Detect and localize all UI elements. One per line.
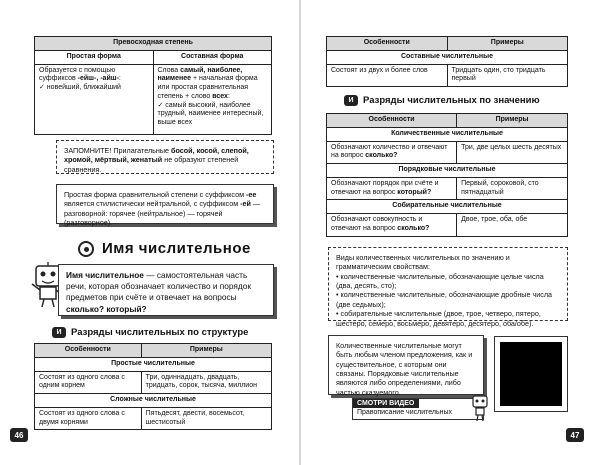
table-cell: Тридцать один, сто тридцать первый bbox=[447, 64, 568, 87]
table-cell: Состоят из одного слова с двумя корнями bbox=[35, 407, 142, 430]
page-spread-divider bbox=[299, 0, 301, 465]
remember-note: ЗАПОМНИТЕ! Прилагательные босой, косой, слепой, хромой, мёртвый, женатый не образуют степеней сравнения. bbox=[56, 140, 274, 174]
note-line: • количественные числительные, обозначающие целые числа (два, десять, сто); bbox=[336, 271, 544, 291]
table-cell: Пятьдесят, двести, восемьсот, шестисотый bbox=[141, 407, 271, 430]
numeral-definition-box: Имя числительное — самостоятельная часть речи, которая обозначает количество и порядок предметов при счёте и отвечает на вопросы сколько? который? bbox=[58, 264, 274, 316]
table-cell: Обозначают совокупность и отвечают на вопрос сколько? bbox=[327, 214, 457, 237]
col-features: Особенности bbox=[327, 37, 448, 51]
group-complex-numerals: Сложные числительные bbox=[35, 394, 272, 408]
note-line: • собирательные числительные (двое, трое, четверо, пятеро, шестеро, семеро, восьмеро, девятеро, десятеро, оба/обе). bbox=[336, 309, 541, 328]
superlative-table bbox=[34, 36, 272, 135]
video-box-title: СМОТРИ ВИДЕО bbox=[353, 399, 419, 408]
qr-code-frame bbox=[494, 336, 568, 412]
syntax-role-note: Количественные числительные могут быть любым членом предложения, как и существительное, с которым они связаны. Порядковые числительные являются либо определениями, либо частью сказуемого. bbox=[328, 335, 484, 395]
robot-small-icon bbox=[470, 394, 490, 422]
numeral-section-title: Имя числительное bbox=[78, 240, 251, 257]
video-box-caption: Правописание числительных bbox=[357, 409, 453, 416]
structure-heading: И Разряды числительных по структуре bbox=[52, 327, 248, 338]
page-number-left: 46 bbox=[10, 428, 28, 442]
table-cell: Три, две целых шесть десятых bbox=[457, 141, 568, 164]
table-cell: Три, одиннадцать, двадцать, тридцать, сорок, тысяча, миллион bbox=[141, 371, 271, 394]
meaning-table bbox=[326, 113, 568, 237]
section-badge-icon: И bbox=[52, 327, 66, 338]
table-cell: Первый, сороковой, сто пятнадцатый bbox=[457, 177, 568, 200]
note-line: Виды количественных числительных по значению и грамматическим свойствам: bbox=[336, 253, 510, 272]
col-examples: Примеры bbox=[447, 37, 568, 51]
col-simple-form: Простая форма bbox=[35, 50, 154, 64]
stylistic-note: Простая форма сравнительной степени с суффиксом -ее является стилистически нейтральной, с суффиксом -ей — разговорной: горячее (нейтральное) — горячей (разговорное). bbox=[56, 184, 274, 224]
group-simple-numerals: Простые числительные bbox=[35, 357, 272, 371]
group-collective-numerals: Собирательные числительные bbox=[327, 200, 568, 214]
video-box[interactable] bbox=[352, 398, 484, 420]
table-cell: Двое, трое, оба, обе bbox=[457, 214, 568, 237]
col-features: Особенности bbox=[35, 344, 142, 358]
superlative-caption: Превосходная степень bbox=[35, 37, 272, 51]
table-cell: Состоят из двух и более слов bbox=[327, 64, 448, 87]
simple-form-cell: Образуется с помощью суффиксов -ейш-, -айш-: ✓ новейший, ближайший bbox=[35, 64, 154, 134]
section-badge-icon: И bbox=[344, 95, 358, 106]
qr-code[interactable] bbox=[500, 342, 562, 406]
col-features: Особенности bbox=[327, 114, 457, 128]
cardinal-kinds-note bbox=[328, 247, 568, 328]
table-cell: Обозначают порядок при счёте и отвечают на вопрос который? bbox=[327, 177, 457, 200]
group-compound-numerals: Составные числительные bbox=[327, 50, 568, 64]
meaning-heading: И Разряды числительных по значению bbox=[344, 95, 540, 106]
group-ordinal-numerals: Порядковые числительные bbox=[327, 164, 568, 178]
compound-form-cell: Слова самый, наиболее, наименее + начальная форма или простая сравнительная степень + слово всех: ✓ самый высокий, наиболее трудный, наименее интересный, выше всех bbox=[153, 64, 272, 134]
table-cell: Состоят из одного слова с одним корнем bbox=[35, 371, 142, 394]
group-cardinal-numerals: Количественные числительные bbox=[327, 127, 568, 141]
col-examples: Примеры bbox=[141, 344, 271, 358]
col-examples: Примеры bbox=[457, 114, 568, 128]
compound-numerals-table bbox=[326, 36, 568, 87]
structure-table bbox=[34, 343, 272, 430]
table-cell: Обозначают количество и отвечают на вопрос сколько? bbox=[327, 141, 457, 164]
note-line: • количественные числительные, обозначающие дробные числа (две седьмых); bbox=[336, 290, 553, 309]
page-number-right: 47 bbox=[566, 428, 584, 442]
col-compound-form: Составная форма bbox=[153, 50, 272, 64]
eye-icon bbox=[78, 241, 94, 257]
